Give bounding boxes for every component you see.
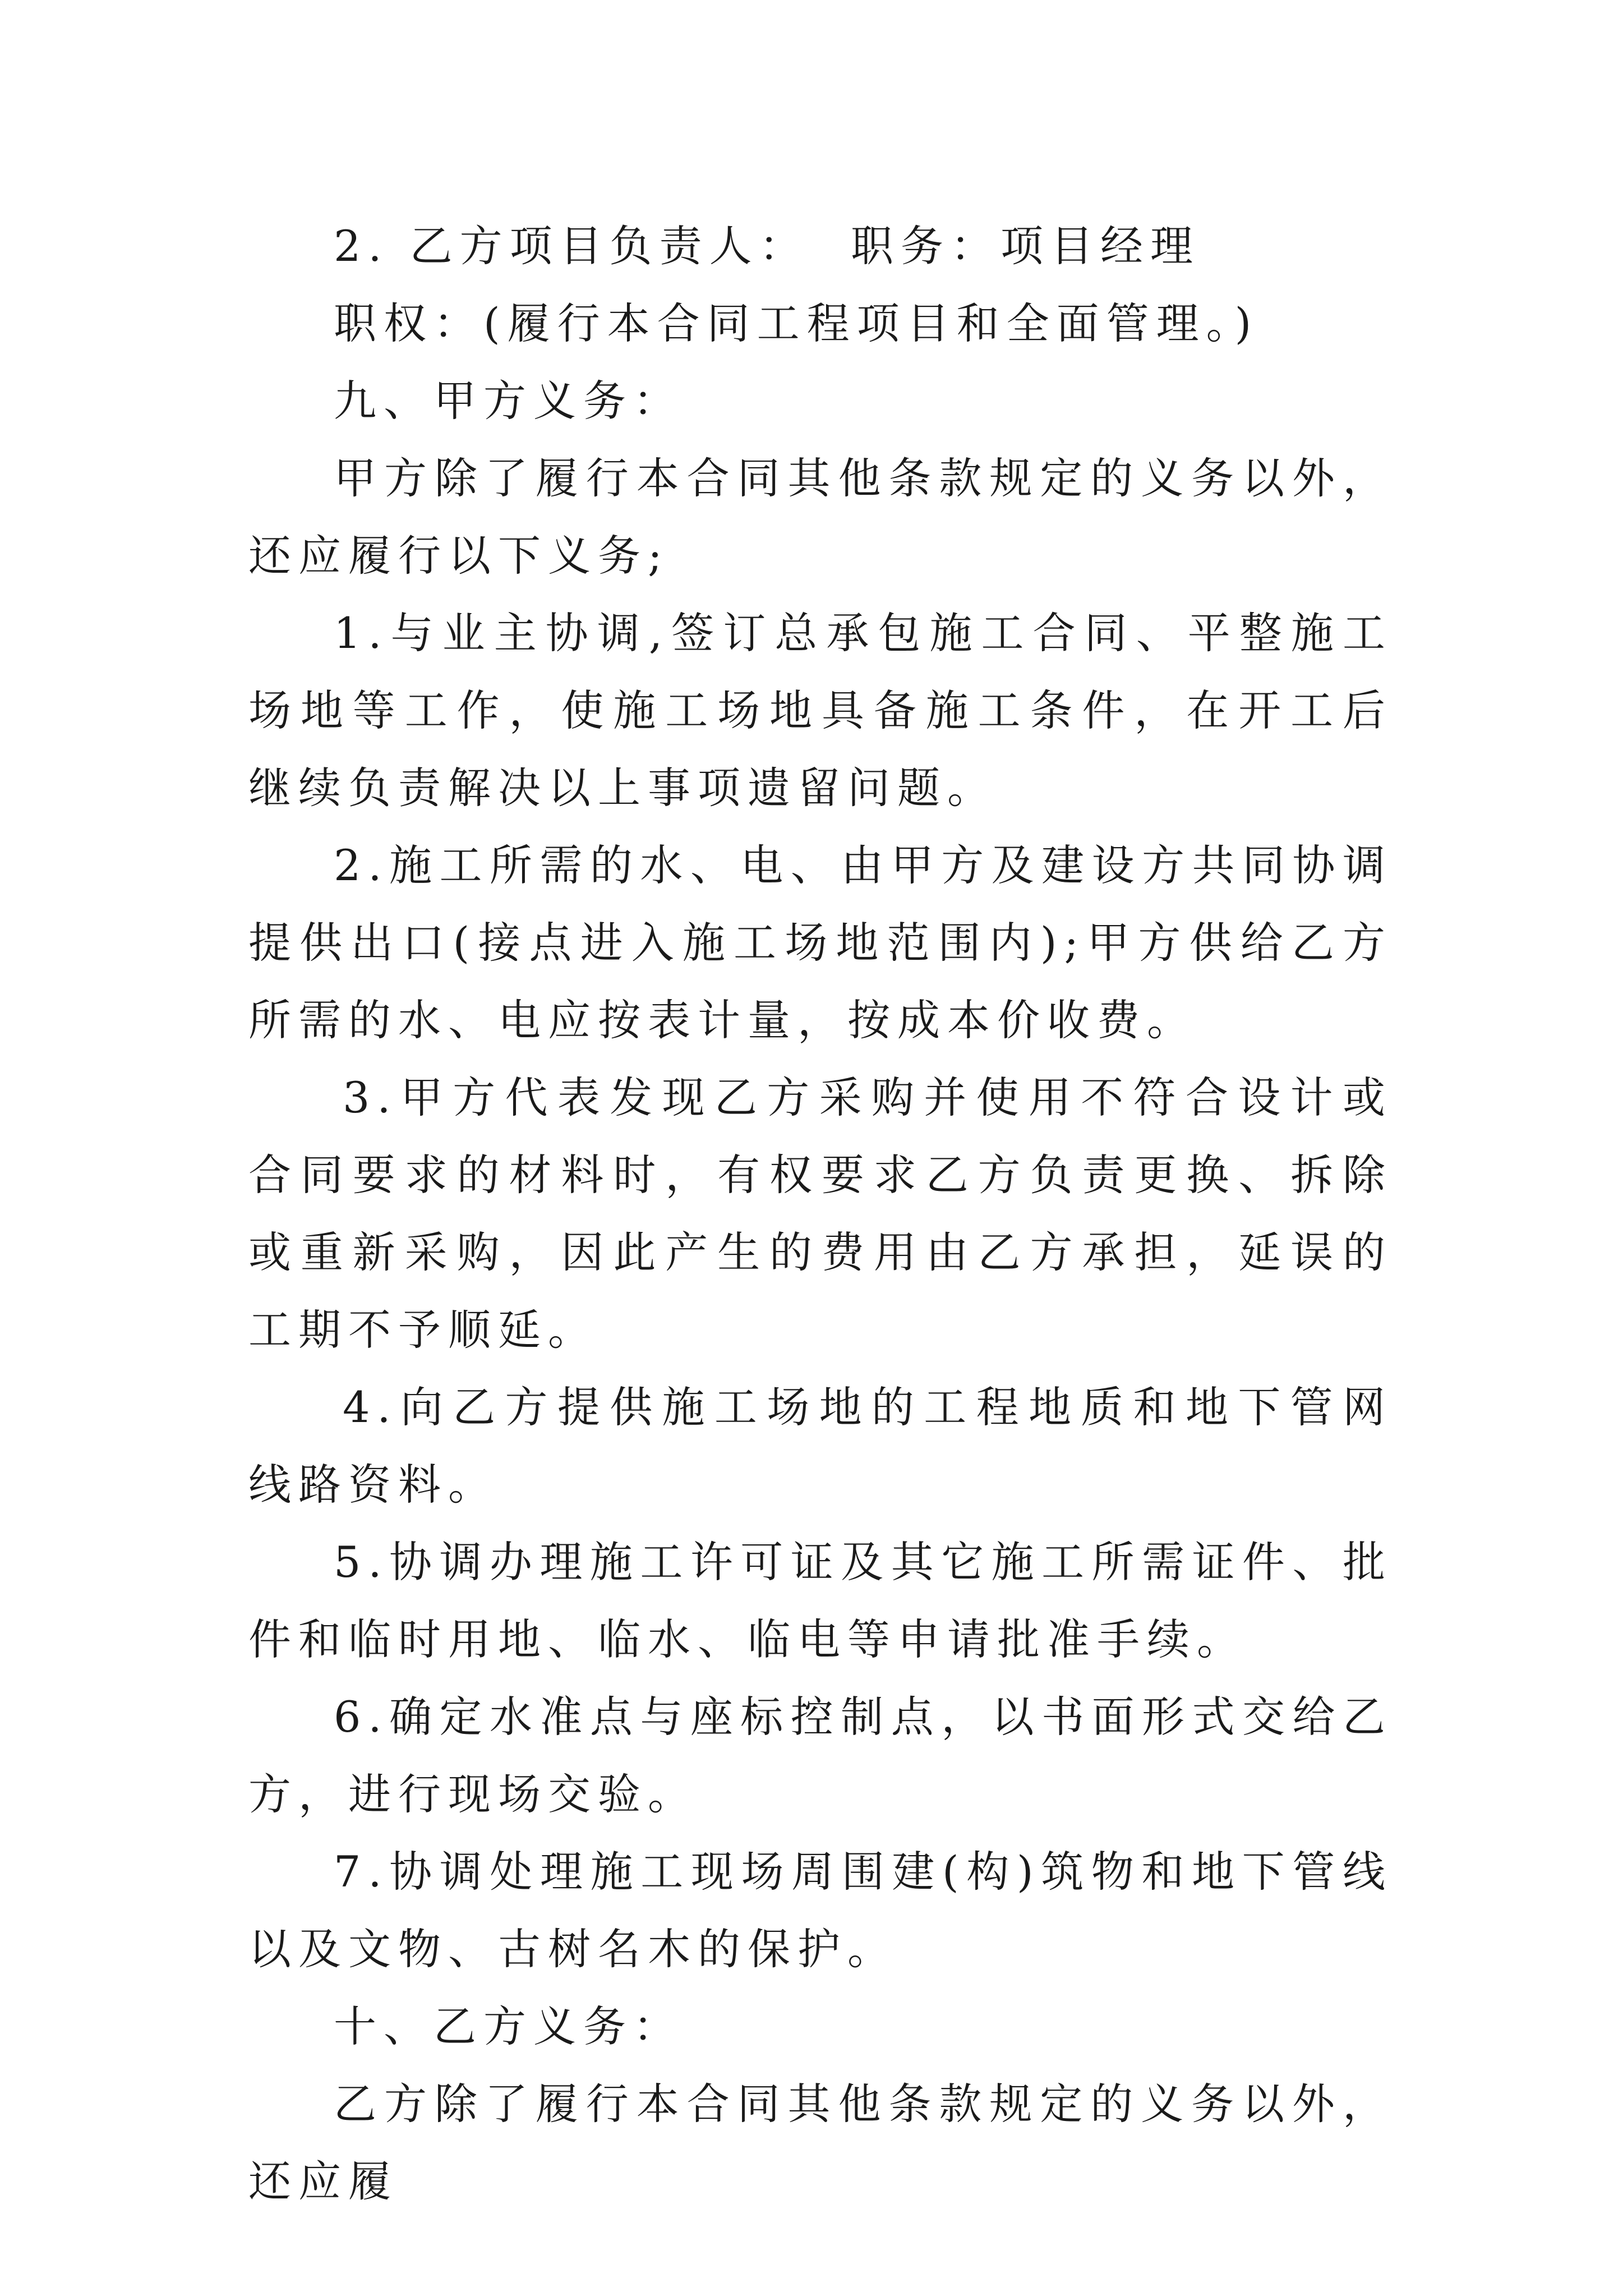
document-body bbox=[248, 208, 1393, 2220]
party-a-duty-7: 7.协调处理施工现场周围建(构)筑物和地下管线以及文物、古树名木的保护。 bbox=[248, 1847, 1393, 1974]
party-a-duty-4: 4.向乙方提供施工场地的工程地质和地下管网线路资料。 bbox=[248, 1382, 1393, 1510]
party-a-duty-3: 3.甲方代表发现乙方采购并使用不符合设计或合同要求的材料时，有权要求乙方负责更换、拆除或重新采购，因此产生的费用由乙方承担，延误的工期不予顺延。 bbox=[248, 1073, 1393, 1355]
authority-line: 职权：(履行本合同工程项目和全面管理。) bbox=[334, 298, 1259, 348]
section-10-intro: 乙方除了履行本合同其他条款规定的义务以外，还应履 bbox=[248, 2079, 1393, 2206]
section-10-heading: 十、乙方义务： bbox=[334, 2001, 683, 2051]
party-a-duty-2: 2.施工所需的水、电、由甲方及建设方共同协调提供出口(接点进入施工场地范围内);甲方供给乙方所需的水、电应按表计量，按成本价收费。 bbox=[248, 840, 1393, 1045]
party-a-duty-5: 5.协调办理施工许可证及其它施工所需证件、批件和临时用地、临水、临电等申请批准手续。 bbox=[248, 1537, 1393, 1664]
party-a-duty-6: 6.确定水准点与座标控制点，以书面形式交给乙方，进行现场交验。 bbox=[248, 1692, 1393, 1819]
party-a-duty-1: 1.与业主协调,签订总承包施工合同、平整施工场地等工作，使施工场地具备施工条件，在开工后继续负责解决以上事项遗留问题。 bbox=[248, 608, 1393, 813]
section-9-intro: 甲方除了履行本合同其他条款规定的义务以外，还应履行以下义务; bbox=[248, 453, 1393, 581]
section-9-heading: 九、甲方义务： bbox=[334, 376, 683, 426]
project-leader-line: 2. 乙方项目负责人： 职务：项目经理 bbox=[334, 221, 1200, 271]
